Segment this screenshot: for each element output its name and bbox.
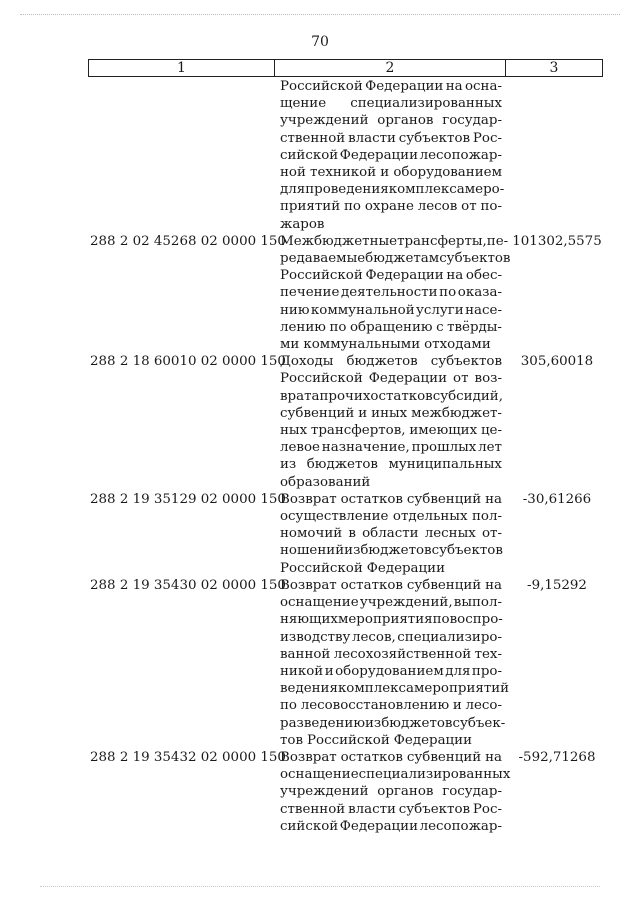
desc-word: воспро- bbox=[449, 612, 503, 628]
desc-line bbox=[280, 336, 502, 353]
table-row bbox=[0, 233, 640, 353]
desc-line bbox=[280, 783, 502, 800]
desc-word: Федерации bbox=[366, 560, 446, 576]
desc-word: коммунальными bbox=[303, 337, 421, 353]
desc-word: Доходы bbox=[280, 354, 334, 370]
header-col-3: 3 bbox=[549, 60, 559, 76]
desc-word: тех- bbox=[474, 646, 502, 662]
desc-word: оборудованием bbox=[335, 663, 444, 679]
desc-word: воз- bbox=[474, 371, 502, 387]
page-number: 70 bbox=[311, 34, 329, 50]
desc-word: органов bbox=[377, 784, 434, 800]
desc-word: прочих bbox=[319, 388, 371, 404]
desc-word: изводству bbox=[280, 629, 351, 645]
desc-line bbox=[280, 267, 502, 284]
desc-word: для bbox=[280, 182, 306, 198]
desc-word: Возврат bbox=[280, 577, 337, 593]
desc-word: и bbox=[358, 405, 368, 421]
desc-word: остатков bbox=[340, 491, 403, 507]
desc-word: и bbox=[452, 698, 462, 714]
desc-line bbox=[280, 801, 502, 818]
desc-line bbox=[280, 542, 502, 559]
desc-word: редаваемые bbox=[280, 251, 366, 267]
desc-word: специализированных bbox=[358, 767, 511, 783]
desc-line bbox=[280, 439, 502, 456]
desc-word: субвенций bbox=[406, 749, 482, 765]
desc-word: ношений bbox=[280, 543, 345, 559]
desc-word: имеющих bbox=[409, 423, 478, 439]
desc-word: специализиро- bbox=[397, 629, 502, 645]
desc-word: лет bbox=[478, 440, 502, 456]
desc-line bbox=[280, 112, 502, 129]
desc-line bbox=[280, 456, 502, 473]
desc-word: по bbox=[344, 199, 361, 215]
desc-word: Федерации bbox=[365, 268, 444, 284]
desc-word: це- bbox=[480, 423, 502, 439]
desc-word: ственной bbox=[280, 130, 346, 146]
desc-word: лесовосстановлению bbox=[300, 698, 450, 714]
desc-word: назначение, bbox=[321, 440, 410, 456]
desc-word: тов bbox=[280, 732, 304, 748]
row-amount: -30,61266 bbox=[522, 491, 592, 507]
desc-word: прошлых bbox=[411, 440, 477, 456]
desc-line bbox=[280, 818, 502, 835]
row-amount: 305,60018 bbox=[520, 354, 594, 370]
desc-line bbox=[280, 370, 502, 387]
header-col-1: 1 bbox=[89, 60, 275, 76]
desc-word: на bbox=[445, 79, 463, 94]
desc-word: бюджетов bbox=[360, 543, 432, 559]
row-code: 288 2 18 60010 02 0000 150 bbox=[90, 354, 286, 370]
desc-word: Российской bbox=[307, 732, 390, 748]
desc-word: учреждений bbox=[280, 113, 369, 129]
desc-line bbox=[280, 130, 502, 147]
scan-edge-bottom bbox=[40, 886, 600, 888]
desc-word: лесов, bbox=[351, 629, 396, 645]
desc-word: из bbox=[365, 715, 382, 731]
row-amount: 101302,5575 bbox=[512, 233, 602, 249]
desc-word: щение bbox=[280, 96, 327, 112]
row-amount bbox=[502, 78, 612, 233]
desc-word: номочий bbox=[280, 526, 343, 542]
desc-word: деятельности bbox=[341, 285, 438, 301]
table-row bbox=[0, 78, 640, 233]
desc-word: субвенций bbox=[406, 577, 482, 593]
desc-word: Межбюджетные bbox=[280, 233, 398, 249]
desc-word: выпол- bbox=[453, 595, 502, 611]
row-description bbox=[280, 577, 510, 749]
desc-word: остатков bbox=[340, 749, 403, 765]
desc-word: межбюджет- bbox=[411, 405, 502, 421]
desc-word: отходами bbox=[424, 337, 491, 353]
desc-word: лесопожар- bbox=[419, 147, 502, 163]
table-row bbox=[0, 353, 640, 491]
desc-line bbox=[280, 646, 502, 663]
desc-word: лесо- bbox=[465, 698, 502, 714]
desc-word: лению bbox=[280, 319, 326, 335]
desc-line bbox=[280, 405, 502, 422]
desc-word: приятий bbox=[280, 199, 341, 215]
desc-word: твёрды- bbox=[447, 319, 502, 335]
desc-line bbox=[280, 766, 511, 783]
desc-word: оснащение bbox=[280, 595, 359, 611]
desc-word: разведению bbox=[280, 715, 365, 731]
desc-word: в bbox=[348, 526, 356, 542]
row-amount: -9,15292 bbox=[527, 577, 587, 593]
desc-line bbox=[280, 302, 502, 319]
desc-word: ми bbox=[280, 337, 300, 353]
desc-word: от bbox=[461, 199, 477, 215]
row-code bbox=[90, 78, 280, 233]
desc-word: Российской bbox=[280, 560, 363, 576]
desc-word: ванной bbox=[280, 646, 331, 662]
desc-line bbox=[280, 629, 502, 646]
desc-word: по bbox=[432, 612, 450, 628]
desc-line bbox=[280, 164, 502, 181]
desc-line bbox=[280, 388, 502, 405]
desc-line bbox=[280, 233, 509, 250]
desc-word: оборудованием bbox=[393, 165, 502, 181]
desc-line bbox=[280, 95, 502, 112]
desc-line bbox=[280, 147, 502, 164]
desc-line bbox=[280, 525, 502, 542]
desc-line bbox=[280, 250, 511, 267]
desc-word: няющих bbox=[280, 612, 338, 628]
desc-line bbox=[280, 181, 505, 198]
table-row bbox=[0, 577, 640, 749]
desc-word: комплекса bbox=[337, 681, 414, 697]
desc-word: лесных bbox=[424, 526, 476, 542]
desc-word: на bbox=[485, 749, 502, 765]
desc-word: по bbox=[329, 319, 347, 335]
desc-line bbox=[280, 663, 502, 680]
row-amount: -592,71268 bbox=[518, 749, 596, 765]
desc-word: из bbox=[344, 543, 361, 559]
desc-line bbox=[280, 198, 502, 215]
desc-word: бюджетов bbox=[381, 715, 453, 731]
desc-word: Возврат bbox=[280, 749, 337, 765]
scan-edge-top bbox=[20, 14, 620, 16]
row-code: 288 2 19 35432 02 0000 150 bbox=[90, 749, 286, 765]
desc-word: лесов bbox=[417, 199, 458, 215]
desc-line bbox=[280, 491, 502, 508]
row-description bbox=[280, 233, 511, 353]
desc-word: пе- bbox=[486, 233, 509, 249]
table-row bbox=[0, 749, 640, 835]
desc-word: субъектов bbox=[430, 354, 502, 370]
desc-word: мероприятий bbox=[414, 681, 510, 697]
desc-word: ной bbox=[280, 165, 306, 181]
desc-word: для bbox=[445, 663, 471, 679]
desc-word: Рос- bbox=[472, 130, 502, 146]
desc-word: субъектов bbox=[398, 801, 471, 817]
table-header-row bbox=[88, 59, 603, 77]
header-col-2: 2 bbox=[275, 60, 506, 76]
desc-line bbox=[280, 353, 502, 370]
desc-line bbox=[280, 680, 510, 697]
desc-word: оказа- bbox=[457, 285, 502, 301]
row-code: 288 2 19 35129 02 0000 150 bbox=[90, 491, 286, 507]
desc-word: на bbox=[485, 491, 502, 507]
desc-word: бюджетов bbox=[306, 457, 378, 473]
desc-word: иных bbox=[371, 405, 408, 421]
desc-word: Российской bbox=[280, 371, 363, 387]
desc-word: оснащение bbox=[280, 767, 359, 783]
desc-word: власти bbox=[348, 130, 396, 146]
desc-word: Российской bbox=[280, 268, 363, 284]
desc-word: с bbox=[436, 319, 444, 335]
desc-word: проведения bbox=[305, 182, 389, 198]
desc-word: органов bbox=[377, 113, 434, 129]
desc-word: обес- bbox=[465, 268, 502, 284]
desc-word: образований bbox=[280, 474, 371, 490]
desc-word: из bbox=[280, 457, 297, 473]
desc-word: Федерации bbox=[339, 147, 419, 163]
desc-word: сийской bbox=[280, 147, 339, 163]
desc-word: лесохозяйственной bbox=[333, 646, 472, 662]
desc-line bbox=[280, 78, 502, 95]
desc-line bbox=[280, 422, 502, 439]
desc-word: ных bbox=[280, 423, 308, 439]
row-description bbox=[280, 491, 502, 577]
desc-word: отдельных bbox=[392, 509, 468, 525]
desc-line bbox=[280, 611, 502, 628]
row-code: 288 2 02 45268 02 0000 150 bbox=[90, 233, 286, 249]
desc-word: нию bbox=[280, 302, 310, 318]
desc-line bbox=[280, 577, 502, 594]
desc-word: по bbox=[439, 285, 457, 301]
desc-word: субъектов bbox=[398, 130, 471, 146]
desc-word: Федерации bbox=[365, 79, 444, 94]
desc-word: субъектов bbox=[439, 251, 511, 267]
desc-word: на bbox=[485, 577, 502, 593]
desc-word: и bbox=[324, 663, 334, 679]
desc-line bbox=[280, 560, 502, 577]
desc-word: насе- bbox=[465, 302, 502, 318]
desc-word: обращению bbox=[349, 319, 433, 335]
desc-line bbox=[280, 319, 502, 336]
desc-word: пол- bbox=[471, 509, 502, 525]
desc-line bbox=[280, 474, 502, 491]
desc-word: Федерации bbox=[368, 371, 448, 387]
desc-word: субсидий, bbox=[432, 388, 503, 404]
desc-word: государ- bbox=[442, 113, 502, 129]
desc-word: печение bbox=[280, 285, 340, 301]
desc-word: учреждений, bbox=[359, 595, 453, 611]
desc-word: коммунальной bbox=[310, 302, 415, 318]
table-body bbox=[0, 78, 640, 835]
desc-line bbox=[280, 697, 502, 714]
desc-line bbox=[280, 216, 502, 233]
desc-word: Федерации bbox=[339, 818, 419, 834]
row-description bbox=[280, 749, 511, 835]
desc-word: про- bbox=[471, 663, 502, 679]
desc-word: Возврат bbox=[280, 491, 337, 507]
desc-word: власти bbox=[348, 801, 396, 817]
desc-word: от- bbox=[482, 526, 502, 542]
desc-word: бюджетов bbox=[346, 354, 418, 370]
row-description bbox=[280, 353, 502, 491]
desc-word: осуществление bbox=[280, 509, 389, 525]
desc-word: бюджетам bbox=[365, 251, 440, 267]
desc-word: комплекса bbox=[388, 182, 465, 198]
desc-word: на bbox=[446, 268, 464, 284]
desc-line bbox=[280, 594, 502, 611]
table-row bbox=[0, 491, 640, 577]
desc-word: никой bbox=[280, 663, 324, 679]
desc-word: остатков bbox=[370, 388, 433, 404]
desc-word: лесопожар- bbox=[419, 818, 502, 834]
desc-word: ственной bbox=[280, 801, 346, 817]
desc-word: трансферты, bbox=[397, 233, 487, 249]
desc-word: и bbox=[380, 165, 390, 181]
desc-word: муниципальных bbox=[388, 457, 502, 473]
desc-word: левое bbox=[280, 440, 320, 456]
desc-line bbox=[280, 715, 506, 732]
desc-word: от bbox=[453, 371, 469, 387]
desc-word: ведения bbox=[280, 681, 338, 697]
desc-line bbox=[280, 284, 502, 301]
desc-word: по- bbox=[480, 199, 502, 215]
desc-word: остатков bbox=[340, 577, 403, 593]
desc-word: субъектов bbox=[431, 543, 503, 559]
desc-word: по bbox=[280, 698, 297, 714]
desc-word: Федерации bbox=[393, 732, 473, 748]
desc-word: учреждений bbox=[280, 784, 369, 800]
desc-word: врата bbox=[280, 388, 320, 404]
desc-word: мероприятия bbox=[337, 612, 433, 628]
desc-word: специализированных bbox=[350, 96, 502, 112]
desc-word: субвенций bbox=[406, 491, 482, 507]
desc-line bbox=[280, 508, 502, 525]
desc-word: охране bbox=[364, 199, 414, 215]
desc-word: техникой bbox=[310, 165, 377, 181]
desc-word: сийской bbox=[280, 818, 339, 834]
desc-word: услуги bbox=[416, 302, 464, 318]
desc-word: Российской bbox=[280, 79, 363, 94]
desc-line bbox=[280, 732, 502, 749]
desc-word: субвенций bbox=[280, 405, 355, 421]
desc-line bbox=[280, 749, 502, 766]
desc-word: трансфертов, bbox=[310, 423, 406, 439]
desc-word: государ- bbox=[442, 784, 502, 800]
desc-word: меро- bbox=[464, 182, 505, 198]
desc-word: осна- bbox=[464, 79, 502, 94]
desc-word: жаров bbox=[280, 216, 325, 232]
row-description bbox=[280, 78, 505, 233]
desc-word: области bbox=[362, 526, 419, 542]
desc-word: субъек- bbox=[452, 715, 506, 731]
row-code: 288 2 19 35430 02 0000 150 bbox=[90, 577, 286, 593]
desc-word: Рос- bbox=[472, 801, 502, 817]
